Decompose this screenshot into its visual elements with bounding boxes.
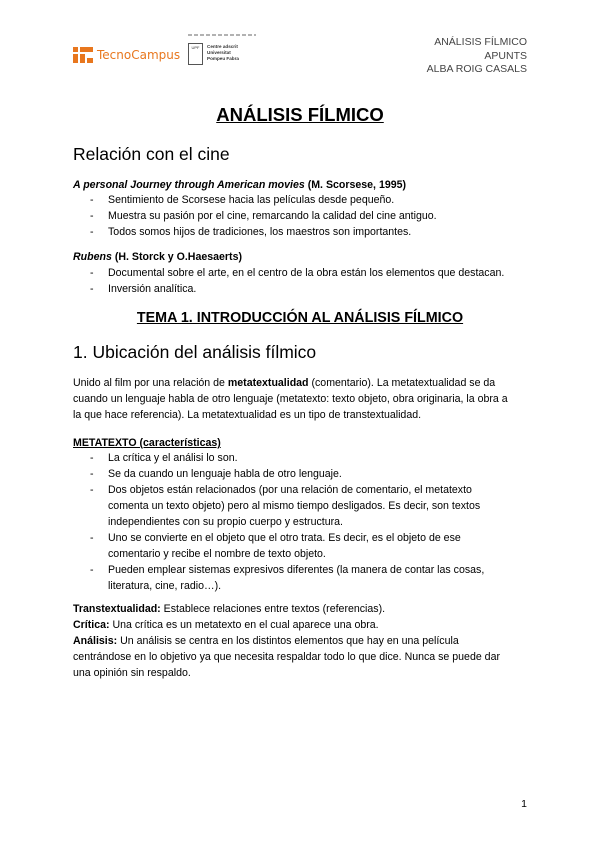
tecnocampus-logo: [73, 47, 180, 63]
page-number: 1: [521, 798, 527, 810]
document-header-info: [427, 36, 527, 77]
list-item: - La crítica y el análisi lo son.: [90, 450, 530, 466]
list-item: - Todos somos hijos de tradiciones, los maestros son importantes.: [90, 224, 530, 240]
upf-badge: UPF: [188, 43, 203, 65]
header-author: ALBA ROIG CASALS: [426, 63, 527, 75]
tecnocampus-logo-text: TecnoCampus: [97, 48, 181, 62]
list-item: - Inversión analítica.: [90, 281, 530, 297]
list-item: - Uno se convierte en el objeto que el otro trata. Es decir, es el objeto de ese comentario y recibe el nombre de texto objeto.: [90, 530, 530, 562]
list-item: - Pueden emplear sistemas expresivos diferentes (la manera de contar las cosas, literatura, cine, radio…).: [90, 562, 530, 594]
list-item: - Sentimiento de Scorsese hacia las películas desde pequeño.: [90, 192, 530, 208]
section-heading-relacion: Relación con el cine: [73, 144, 230, 164]
header-subject: ANÁLISIS FÍLMICO: [434, 36, 527, 48]
work-1-bullets: [90, 192, 530, 240]
tecnocampus-logo-icon: [73, 47, 93, 63]
work-2-heading: Rubens (H. Storck y O.Haesaerts): [73, 251, 242, 263]
def-transtextualidad: Transtextualidad: Establece relaciones entre textos (referencias).: [73, 603, 386, 615]
def-analisis: Análisis: Un análisis se centra en los distintos elementos que hay en una película: [73, 635, 459, 647]
list-item: - Muestra su pasión por el cine, remarcando la calidad del cine antiguo.: [90, 208, 530, 224]
list-item: - Documental sobre el arte, en el centro de la obra están los elementos que destacan.: [90, 265, 530, 281]
metatexto-heading: METATEXTO (características): [73, 437, 221, 449]
header-type: APUNTS: [484, 49, 527, 62]
university-name: Centre adscrit Universitat Pompeu Fabra: [207, 44, 239, 61]
page-title: ANÁLISIS FÍLMICO: [216, 104, 384, 125]
work-2-bullets: [90, 265, 530, 297]
definitions: Transtextualidad: Establece relaciones entre textos (referencias). Crítica: Una crítica es un metatexto en el cual aparece una obra. Análisis: Un análisis se centra en los distintos elementos que hay en una película centrándose en lo objetivo ya que necesita respaldar todo lo que dice. Nunca se puede dar una opinión sin respaldo.: [73, 601, 533, 681]
list-item: - Se da cuando un lenguaje habla de otro lenguaje.: [90, 466, 530, 482]
list-item: - Dos objetos están relacionados (por una relación de comentario, el metatexto comenta un texto objeto) pero al mismo tiempo desligados. Es decir, son textos independientes con su propio cuerpo y estructura.: [90, 482, 530, 530]
def-critica: Crítica: Una crítica es un metatexto en el cual aparece una obra.: [73, 619, 379, 631]
tema-heading: TEMA 1. INTRODUCCIÓN AL ANÁLISIS FÍLMICO: [136, 310, 464, 326]
intro-paragraph: Unido al film por una relación de metatextualidad (comentario). La metatextualidad se da cuando un lenguaje habla de otro lenguaje (metatexto: texto objeto, obra originaria, la obra a la que hace referencia). La metatextualidad es un tipo de transtextualidad.: [73, 377, 508, 421]
metatexto-bullets: [90, 450, 530, 594]
university-logo: [188, 32, 256, 72]
university-logo-line-icon: [188, 32, 256, 38]
section-heading-ubicacion: 1. Ubicación del análisis fílmico: [73, 342, 317, 362]
work-1-heading: A personal Journey through American movies (M. Scorsese, 1995): [73, 179, 407, 191]
